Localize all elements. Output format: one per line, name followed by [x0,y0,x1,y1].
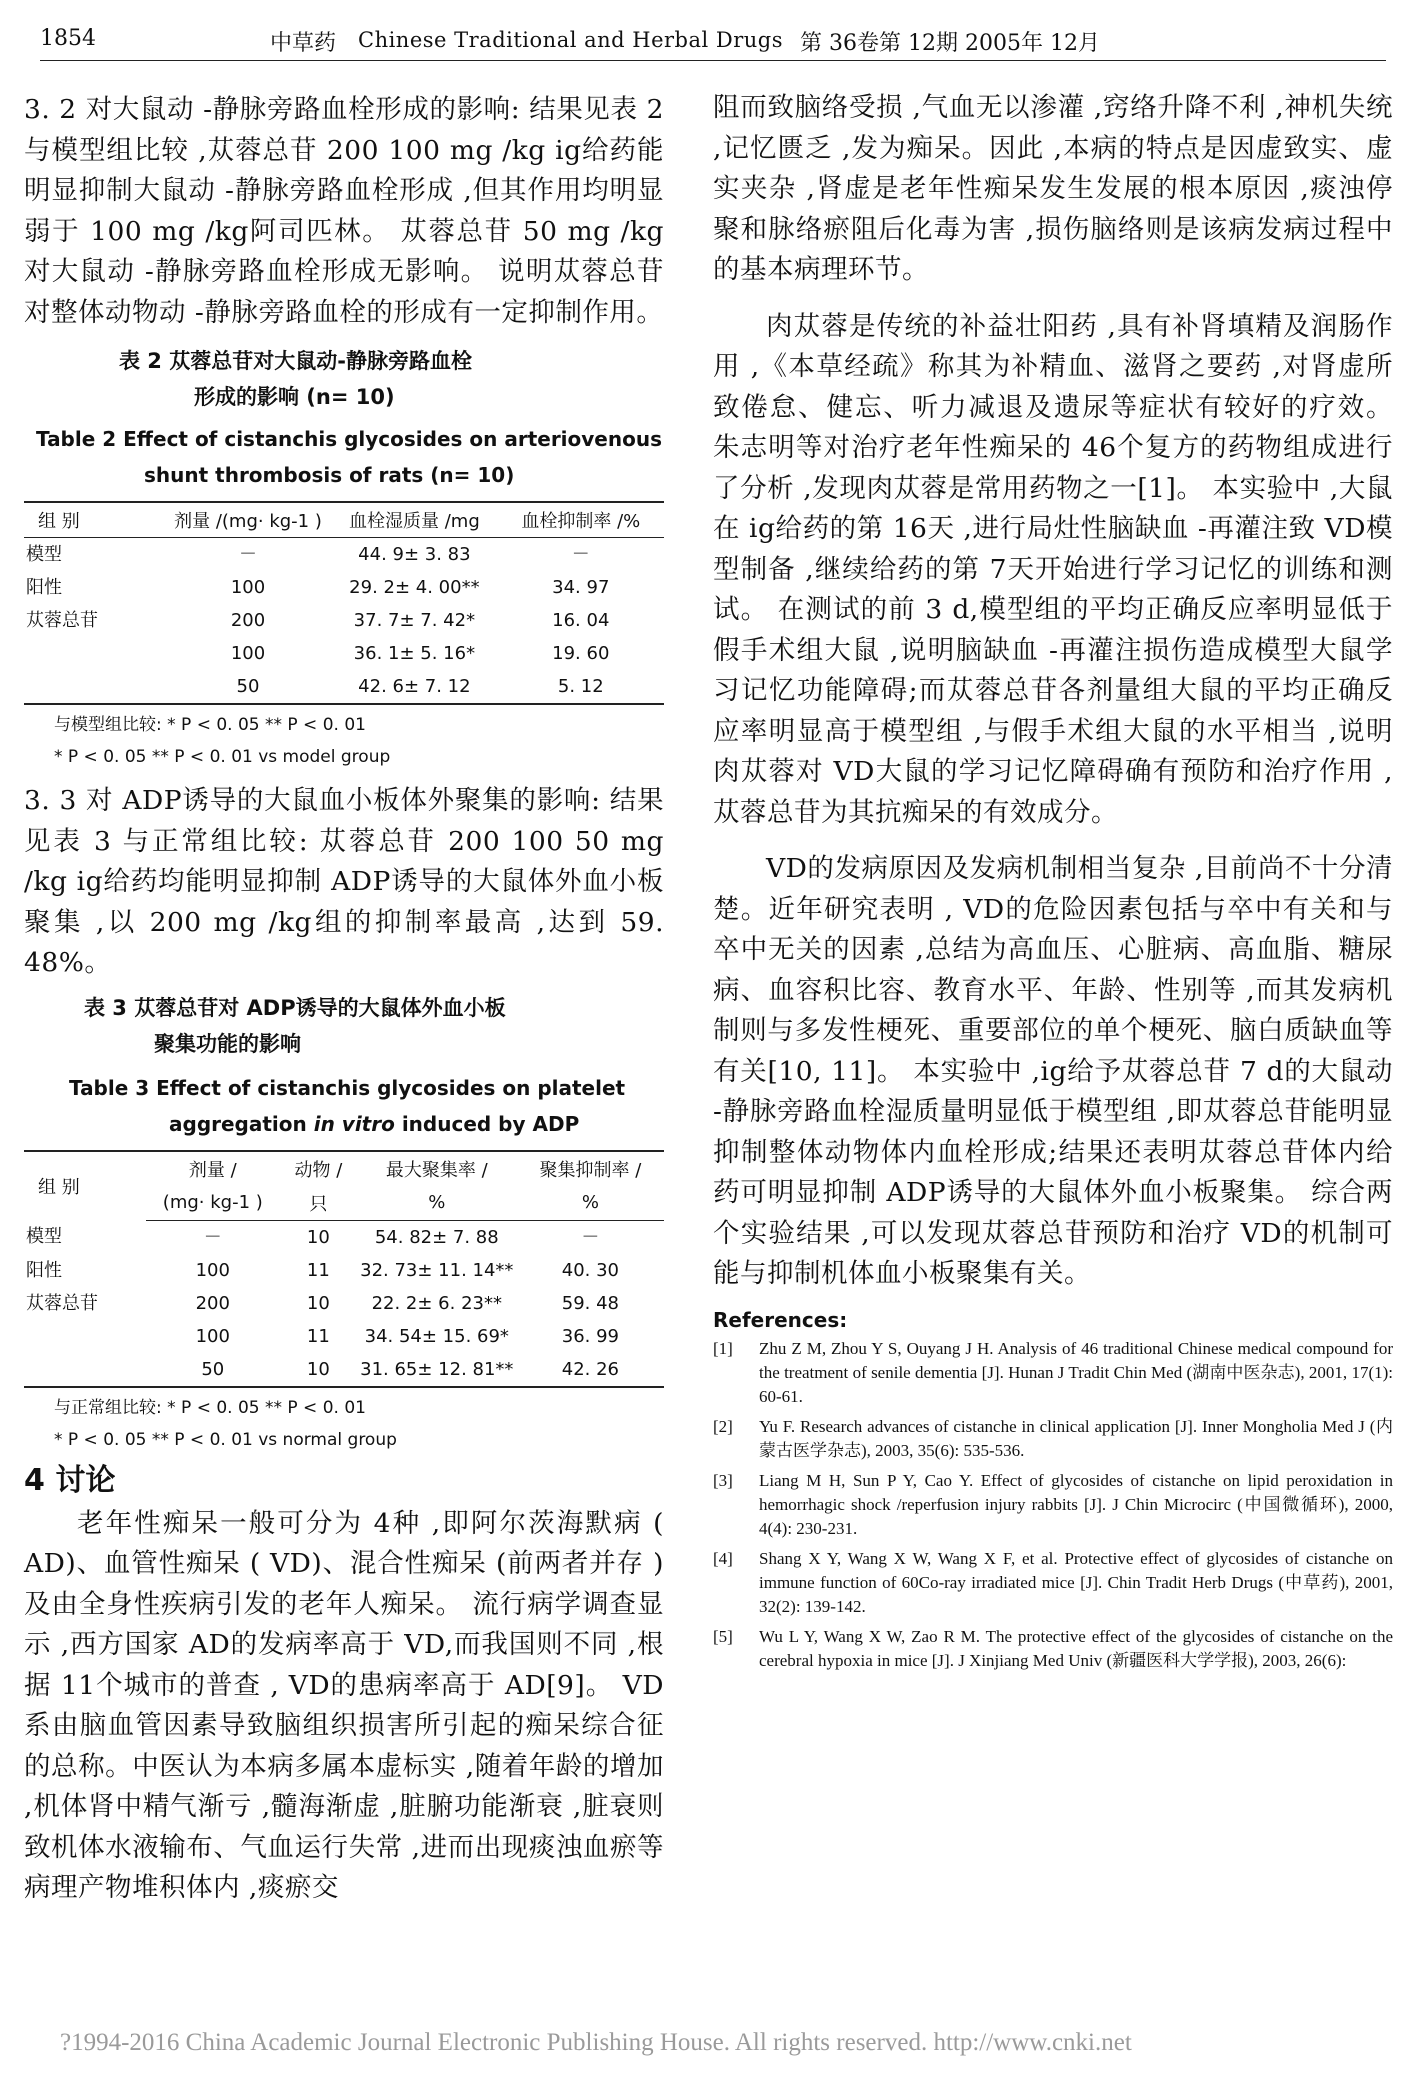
table-cell: 200 [195,1292,230,1314]
table-2-header: 血栓抑制率 /% [498,502,664,538]
reference-number: [5] [713,1626,733,1646]
reference-number: [4] [713,1548,733,1568]
header-rule [40,60,1386,61]
table-3-header: 剂量 / [146,1151,280,1186]
table-2-title-cn-1: 表 2 苁蓉总苷对大鼠动-静脉旁路血栓 [119,349,472,373]
reference-text: Wu L Y, Wang X W, Zao R M. The protective effect of the glycosides of cistanche on the cerebral hypoxia in mice [J]. J Xinjiang Med Univ (新疆医科大学学报), 2003, 26(6): [759,1626,1393,1670]
table-row [24,571,664,604]
table-3-header: 动物 / [280,1151,357,1186]
table-3 [24,990,664,1456]
page-number: 1854 [40,26,96,51]
section-4-heading: 4 讨论 [24,1462,116,1498]
reference-item [713,1625,1393,1673]
table-2-note-en: * P < 0. 05 ** P < 0. 01 vs model group [54,747,391,767]
table-3-title-en-2b: in vitro [313,1111,395,1136]
table-cell: 22. 2± 6. 23** [371,1292,502,1314]
reference-item [713,1337,1393,1409]
table-row [24,604,664,637]
journal-name-en: Chinese Traditional and Herbal Drugs [358,28,784,52]
table-cell: 34. 97 [552,577,610,598]
table-cell: 50 [146,1353,280,1387]
reference-item [713,1547,1393,1619]
table-2-title-en-2: shunt thrombosis of rats (n= 10) [144,463,515,487]
table-3-grid [24,1150,664,1388]
table-row [24,1220,664,1254]
table-cell: 100 [230,643,266,664]
reference-text: Liang M H, Sun P Y, Cao Y. Effect of glycosides of cistanche on lipid peroxidation in hemorrhagic shock /reperfusion injury rabbits [J]. J Chin Microcirc (中国微循环), 2000, 4(4): 230-231. [759,1470,1393,1538]
reference-text: Zhu Z M, Zhou Y S, Ouyang J H. Analysis of 46 traditional Chinese medical compound for the treatment of senile dementia [J]. Hunan J Tradit Chin Med (湖南中医杂志), 2001, 17(1): 60-61. [759,1338,1393,1406]
table-cell: 100 [230,577,266,598]
discussion-paragraph-1: 老年性痴呆一般可分为 4种 ,即阿尔茨海默病 ( AD)、血管性痴呆 ( VD)、混合性痴呆 (前两者并存 )及由全身性疾病引发的老年人痴呆。 流行病学调查显示 ,西方国家 AD的发病率高于 VD,而我国则不同 ,根据 11个城市的普查 , VD的患病率高于 AD[9]。 VD系由脑血管因素导致脑组织损害所引起的痴呆综合征的总称。中医认为本病多属本虚标实 ,随着年龄的增加 ,机体肾中精气渐亏 ,髓海渐虚 ,脏腑功能渐衰 ,脏衰则致机体水液输布、气血运行失常 ,进而出现痰浊血瘀等病理产物堆积体内 ,痰瘀交 [24,1507,664,1903]
table-3-header: % [357,1186,517,1221]
table-row [24,637,664,670]
table-cell: 苁蓉总苷 [26,1292,98,1314]
table-cell: 29. 2± 4. 00** [349,577,480,598]
table-cell: 苁蓉总苷 [26,610,98,631]
table-cell: 模型 [26,544,62,565]
table-cell: 31. 65± 12. 81** [357,1353,517,1387]
table-cell: 10 [280,1353,357,1387]
issue-info: 第 36卷第 12期 2005年 12月 [800,31,1100,56]
table-2-grid [24,501,664,705]
table-cell: 36. 1± 5. 16* [353,643,476,664]
reference-text: Yu F. Research advances of cistanche in clinical application [J]. Inner Mongholia Med J (内蒙古医学杂志), 2003, 35(6): 535-536. [759,1416,1393,1460]
table-cell: － [203,1226,222,1248]
table-cell: 11 [306,1325,330,1347]
table-cell: 阳性 [26,577,62,598]
table-cell: 100 [195,1259,230,1281]
table-cell: 阳性 [26,1259,62,1281]
discussion-paragraph-2: 肉苁蓉是传统的补益壮阳药 ,具有补肾填精及润肠作用 ,《本草经疏》称其为补精血、滋肾之要药 ,对肾虚所致倦怠、健忘、听力减退及遗尿等症状有较好的疗效。 朱志明等对治疗老年性痴呆的 46个复方的药物组成进行了分析 ,发现肉苁蓉是常用药物之一[1]。 本实验中 ,大鼠在 ig给药的第 16天 ,进行局灶性脑缺血 -再灌注致 VD模型制备 ,继续给药的第 7天开始进行学习记忆的训练和测试。 在测试的前 3 d,模型组的平均正确反应率明显低于假手术组大鼠 ,说明脑缺血 -再灌注损伤造成模型大鼠学习记忆功能障碍;而苁蓉总苷各剂量组大鼠的平均正确反应率明显高于模型组 ,与假手术组大鼠的水平相当 ,说明肉苁蓉对 VD大鼠的学习记忆障碍确有预防和治疗作用 ,苁蓉总苷为其抗痴呆的有效成分。 [713,310,1393,828]
table-cell [24,1353,146,1387]
journal-name-cn: 中草药 [270,31,337,56]
table-cell: 40. 30 [561,1259,620,1281]
references-list [713,1337,1393,1673]
table-cell: 36. 99 [561,1325,620,1347]
table-cell: 16. 04 [552,610,610,631]
table-cell: 11 [306,1259,330,1281]
table-3-title-en-1: Table 3 Effect of cistanchis glycosides on platelet [69,1075,626,1100]
table-cell: 54. 82± 7. 88 [374,1226,499,1248]
references-heading: References: [713,1307,848,1332]
table-cell: 32. 73± 11. 14** [360,1259,514,1281]
table-row [24,670,664,704]
table-cell: 10 [306,1226,330,1248]
table-3-header: 最大聚集率 / [357,1151,517,1186]
table-row [24,1320,664,1353]
table-2-header: 血栓湿质量 /mg [331,502,497,538]
section-3-3-paragraph: 3. 3 对 ADP诱导的大鼠血小板体外聚集的影响: 结果见表 3 与正常组比较: 苁蓉总苷 200 100 50 mg /kg ig给药均能明显抑制 ADP诱导的大鼠体外血小板聚集 ,以 200 mg /kg组的抑制率最高 ,达到 59. 48%。 [24,785,664,978]
reference-number: [1] [713,1338,733,1358]
table-cell: 200 [230,610,266,631]
table-cell: － [238,544,257,565]
table-2-header: 剂量 /(mg· kg-1 ) [165,502,331,538]
table-3-header: 组 别 [24,1151,146,1221]
table-3-title-en-2 [24,1106,664,1142]
table-row [24,538,664,572]
table-cell: 37. 7± 7. 42* [353,610,476,631]
table-3-header: 只 [280,1186,357,1221]
table-2-note-cn: 与模型组比较: * P < 0. 05 ** P < 0. 01 [54,715,366,735]
table-3-note-en: * P < 0. 05 ** P < 0. 01 vs normal group [54,1429,397,1450]
table-cell: 5. 12 [498,670,664,704]
table-3-note-cn: 与正常组比较: * P < 0. 05 ** P < 0. 01 [54,1397,366,1418]
copyright-footer: ?1994-2016 China Academic Journal Electronic Publishing House. All rights reserved. http://www.cnki.net [60,2029,1132,2056]
reference-item [713,1415,1393,1463]
table-cell: 100 [195,1325,230,1347]
discussion-paragraph-1-cont: 阻而致脑络受损 ,气血无以渗灌 ,窍络升降不利 ,神机失统 ,记忆匮乏 ,发为痴呆。因此 ,本病的特点是因虚致实、虚实夹杂 ,肾虚是老年性痴呆发生发展的根本原因 ,痰浊停聚和脉络瘀阻后化毒为害 ,损伤脑络则是该病发病过程中的基本病理环节。 [713,92,1393,285]
table-cell: 34. 54± 15. 69* [364,1325,509,1347]
table-3-header: 聚集抑制率 / [517,1151,664,1186]
reference-item [713,1469,1393,1541]
table-3-title-en-2a: aggregation [169,1111,314,1136]
reference-number: [2] [713,1416,733,1436]
table-3-title-cn-1: 表 3 苁蓉总苷对 ADP诱导的大鼠体外血小板 [84,995,506,1020]
table-cell: 19. 60 [552,643,610,664]
table-2-title-cn-2: 形成的影响 (n= 10) [194,385,395,409]
table-cell: 42. 26 [517,1353,664,1387]
table-2-title-en-1: Table 2 Effect of cistanchis glycosides on arteriovenous [36,427,662,451]
reference-number: [3] [713,1470,733,1490]
right-column [713,90,1393,1679]
table-3-header: % [517,1186,664,1221]
table-cell: 44. 9± 3. 83 [358,544,471,565]
table-cell: － [571,544,590,565]
reference-text: Shang X Y, Wang X W, Wang X F, et al. Protective effect of glycosides of cistanche on immune function of 60Co-ray irradiated mice [J]. Chin Tradit Herb Drugs (中草药), 2001, 32(2): 139-142. [759,1548,1393,1616]
table-3-title-en-2c: induced by ADP [394,1111,580,1136]
table-row [24,1254,664,1287]
discussion-paragraph-3: VD的发病原因及发病机制相当复杂 ,目前尚不十分清楚。近年研究表明 , VD的危险因素包括与卒中有关和与卒中无关的因素 ,总结为高血压、心脏病、高血脂、糖尿病、血容积比容、教育水平、年龄、性别等 ,而其发病机制则与多发性梗死、重要部位的单个梗死、脑白质缺血等有关[10, 11]。 本实验中 ,ig给予苁蓉总苷 7 d的大鼠动 -静脉旁路血栓湿质量明显低于模型组 ,即苁蓉总苷能明显抑制整体动物体内血栓形成;结果还表明苁蓉总苷体内给药可明显抑制 ADP诱导的大鼠体外血小板聚集。 综合两个实验结果 ,可以发现苁蓉总苷预防和治疗 VD的机制可能与抑制机体血小板聚集有关。 [713,853,1393,1289]
table-cell: 模型 [26,1226,62,1248]
table-row [24,1287,664,1320]
table-3-title-cn-2: 聚集功能的影响 [154,1031,301,1056]
table-cell: 59. 48 [561,1292,620,1314]
section-3-2-paragraph: 3. 2 对大鼠动 -静脉旁路血栓形成的影响: 结果见表 2与模型组比较 ,苁蓉总苷 200 100 mg /kg ig给药能明显抑制大鼠动 -静脉旁路血栓形成 ,但其作用均明显弱于 100 mg /kg阿司匹林。 苁蓉总苷 50 mg /kg对大鼠动 -静脉旁路血栓形成无影响。 说明苁蓉总苷对整体动物动 -静脉旁路血栓的形成有一定抑制作用。 [24,94,664,328]
table-2 [24,343,664,773]
table-cell [24,637,165,670]
table-cell: 50 [165,670,331,704]
table-cell: 42. 6± 7. 12 [331,670,497,704]
table-2-header: 组 别 [24,502,165,538]
table-cell: － [581,1226,600,1248]
table-3-header: (mg· kg-1 ) [146,1186,280,1221]
table-cell [24,670,165,704]
left-column [24,90,664,1909]
table-cell [24,1320,146,1353]
table-cell: 10 [306,1292,330,1314]
table-row [24,1353,664,1387]
